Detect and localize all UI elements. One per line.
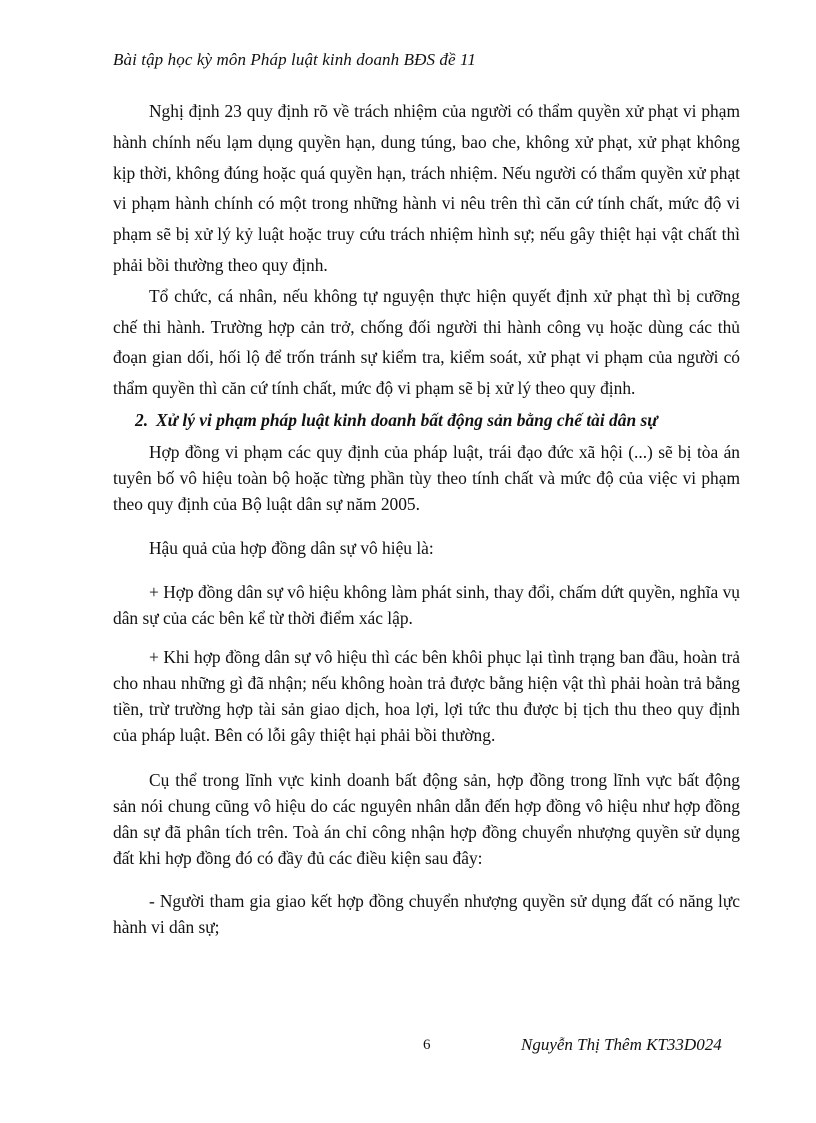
paragraph: Cụ thể trong lĩnh vực kinh doanh bất động sản, hợp đồng trong lĩnh vực bất động sản nói chung cũng vô hiệu do các nguyên nhân dẫn đến hợp đồng vô hiệu như hợp đồng dân sự đã phân tích trên. Toà án chỉ công nhận hợp đồng chuyển nhượng quyền sử dụng đất khi hợp đồng đó có đầy đủ các điều kiện sau đây:	[113, 769, 740, 868]
paragraph: Tổ chức, cá nhân, nếu không tự nguyện thực hiện quyết định xử phạt thì bị cưỡng chế thi hành. Trường hợp cản trở, chống đối người thi hành công vụ hoặc dùng các thủ đoạn gian dối, hối lộ để trốn tránh sự kiểm tra, kiểm soát, xử phạt vi phạm của người có thẩm quyền thì căn cứ tính chất, mức độ vi phạm sẽ bị xử lý theo quy định.	[113, 285, 740, 399]
section-title: Xử lý vi phạm pháp luật kinh doanh bất động sản bằng chế tài dân sự	[156, 409, 658, 430]
paragraph: Hậu quả của hợp đồng dân sự vô hiệu là:	[149, 537, 434, 558]
paragraph: - Người tham gia giao kết hợp đồng chuyển nhượng quyền sử dụng đất có năng lực hành vi dân sự;	[113, 890, 740, 937]
paragraph: + Khi hợp đồng dân sự vô hiệu thì các bên khôi phục lại tình trạng ban đầu, hoàn trả cho nhau những gì đã nhận; nếu không hoàn trả được bằng hiện vật thì phải hoàn trả bằng tiền, trừ trường hợp tài sản giao dịch, hoa lợi, lợi tức thu được bị tịch thu theo quy định của pháp luật. Bên có lỗi gây thiệt hại phải bồi thường.	[113, 646, 740, 745]
footer-author: Nguyễn Thị Thêm KT33D024	[521, 1035, 722, 1054]
document-body	[113, 96, 740, 940]
paragraph: + Hợp đồng dân sự vô hiệu không làm phát sinh, thay đổi, chấm dứt quyền, nghĩa vụ dân sự của các bên kể từ thời điểm xác lập.	[113, 581, 740, 628]
section-number: 2.	[135, 409, 149, 430]
document-header: Bài tập học kỳ môn Pháp luật kinh doanh BĐS đề 11	[113, 50, 476, 69]
page-number: 6	[423, 1037, 431, 1053]
paragraph: Hợp đồng vi phạm các quy định của pháp luật, trái đạo đức xã hội (...) sẽ bị tòa án tuyên bố vô hiệu toàn bộ hoặc từng phần tùy theo tính chất và mức độ của việc vi phạm theo quy định của Bộ luật dân sự năm 2005.	[113, 441, 740, 514]
paragraph: Nghị định 23 quy định rõ về trách nhiệm của người có thẩm quyền xử phạt vi phạm hành chính nếu lạm dụng quyền hạn, dung túng, bao che, không xử phạt, xử phạt không kịp thời, không đúng hoặc quá quyền hạn, trách nhiệm. Nếu người có thẩm quyền xử phạt vi phạm hành chính có một trong những hành vi nêu trên thì căn cứ tính chất, mức độ vi phạm sẽ bị xử lý kỷ luật hoặc truy cứu trách nhiệm hình sự; nếu gây thiệt hại vật chất thì phải bồi thường theo quy định.	[113, 101, 740, 275]
section-heading	[113, 405, 740, 436]
